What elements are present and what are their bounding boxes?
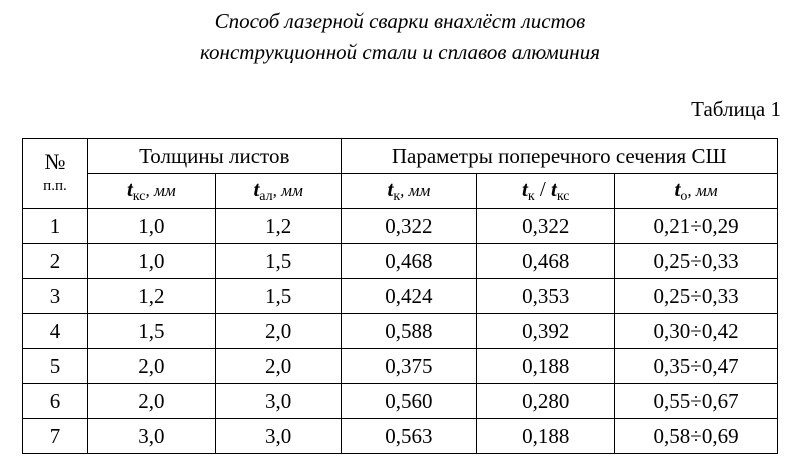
cell-t-k: 0,424 (341, 279, 477, 314)
cell-t-al: 2,0 (215, 314, 341, 349)
cell-t-k: 0,560 (341, 384, 477, 419)
table-row (23, 314, 778, 349)
header-t-k-ratio: tк / tкс (477, 174, 615, 209)
header-number-symbol: № (44, 148, 66, 174)
cell-t-o: 0,25÷0,33 (615, 244, 778, 279)
title-line-2: конструкционной стали и сплавов алюминия (200, 40, 600, 64)
header-t-ks: tкс, мм (87, 174, 215, 209)
cell-t-k-ratio: 0,188 (477, 349, 615, 384)
cell-t-k: 0,563 (341, 419, 477, 454)
cell-t-ks: 2,0 (87, 349, 215, 384)
cell-t-o: 0,35÷0,47 (615, 349, 778, 384)
cell-number: 7 (23, 419, 88, 454)
cell-t-al: 2,0 (215, 349, 341, 384)
cell-t-al: 1,5 (215, 279, 341, 314)
cell-number: 4 (23, 314, 88, 349)
cell-t-o: 0,58÷0,69 (615, 419, 778, 454)
header-row-2 (23, 174, 778, 209)
table-row (23, 244, 778, 279)
header-group-cross-section: Параметры поперечного сечения СШ (341, 139, 777, 174)
cell-t-o: 0,30÷0,42 (615, 314, 778, 349)
title-line-1: Способ лазерной сварки внахлёст листов (214, 9, 586, 33)
data-table (22, 138, 778, 454)
header-t-k: tк, мм (341, 174, 477, 209)
cell-t-ks: 1,5 (87, 314, 215, 349)
table-label: Таблица 1 (691, 97, 781, 121)
cell-t-k-ratio: 0,468 (477, 244, 615, 279)
cell-number: 3 (23, 279, 88, 314)
header-group-thickness: Толщины листов (87, 139, 341, 174)
cell-t-k-ratio: 0,392 (477, 314, 615, 349)
cell-t-k-ratio: 0,322 (477, 209, 615, 244)
table-row (23, 419, 778, 454)
document-title (0, 6, 800, 68)
table-row (23, 349, 778, 384)
table-row (23, 279, 778, 314)
cell-number: 2 (23, 244, 88, 279)
cell-t-ks: 1,0 (87, 209, 215, 244)
cell-t-ks: 2,0 (87, 384, 215, 419)
cell-t-o: 0,21÷0,29 (615, 209, 778, 244)
cell-number: 1 (23, 209, 88, 244)
header-number (23, 139, 88, 209)
cell-t-o: 0,55÷0,67 (615, 384, 778, 419)
cell-t-k: 0,375 (341, 349, 477, 384)
header-number-pp: п.п. (43, 177, 67, 194)
table-body (23, 209, 778, 454)
cell-t-al: 3,0 (215, 384, 341, 419)
cell-t-o: 0,25÷0,33 (615, 279, 778, 314)
cell-t-k-ratio: 0,280 (477, 384, 615, 419)
cell-t-k-ratio: 0,353 (477, 279, 615, 314)
cell-t-al: 1,2 (215, 209, 341, 244)
header-t-al: tал, мм (215, 174, 341, 209)
header-row-1 (23, 139, 778, 174)
cell-t-ks: 1,2 (87, 279, 215, 314)
cell-t-al: 3,0 (215, 419, 341, 454)
cell-t-k: 0,588 (341, 314, 477, 349)
cell-number: 6 (23, 384, 88, 419)
cell-t-k: 0,468 (341, 244, 477, 279)
cell-t-ks: 1,0 (87, 244, 215, 279)
cell-t-ks: 3,0 (87, 419, 215, 454)
cell-number: 5 (23, 349, 88, 384)
cell-t-k-ratio: 0,188 (477, 419, 615, 454)
table-row (23, 384, 778, 419)
cell-t-k: 0,322 (341, 209, 477, 244)
cell-t-al: 1,5 (215, 244, 341, 279)
table-row (23, 209, 778, 244)
header-t-o: tо, мм (615, 174, 778, 209)
